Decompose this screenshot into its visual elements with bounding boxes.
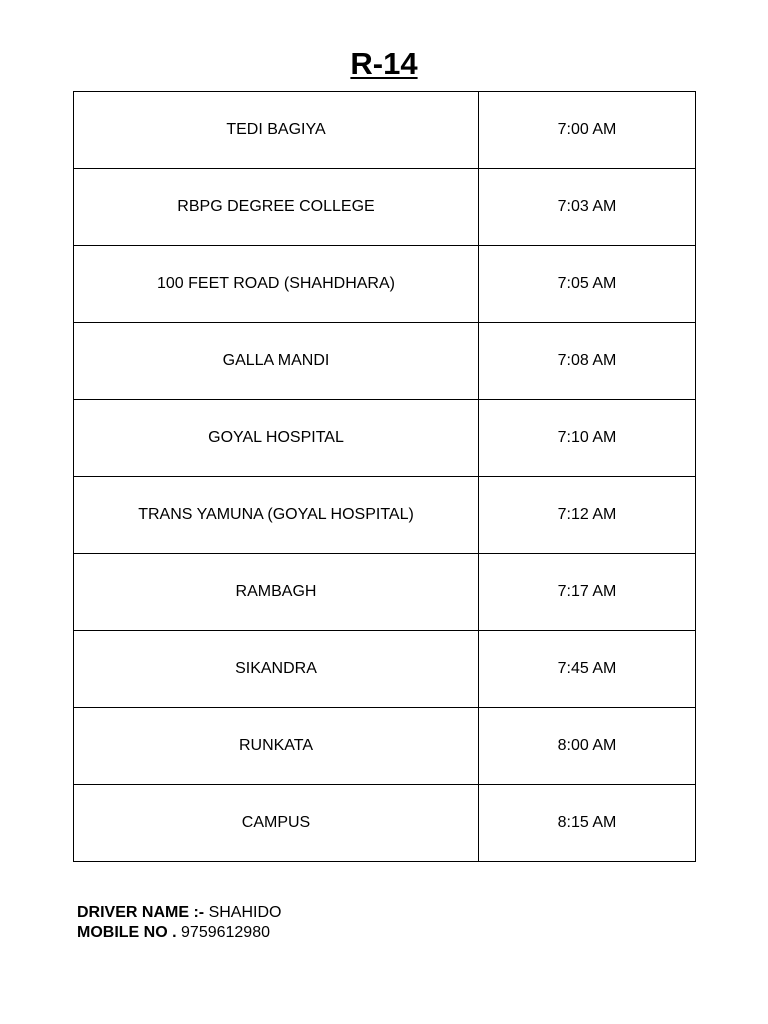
table-row <box>74 785 696 862</box>
stop-time: 7:45 AM <box>479 631 696 708</box>
stop-time: 7:00 AM <box>479 92 696 169</box>
table-row <box>74 631 696 708</box>
driver-name-line <box>77 903 281 923</box>
stop-time: 8:00 AM <box>479 708 696 785</box>
stop-time: 8:15 AM <box>479 785 696 862</box>
table-row <box>74 477 696 554</box>
table-row <box>74 708 696 785</box>
stop-name: RAMBAGH <box>74 554 479 631</box>
stop-time: 7:03 AM <box>479 169 696 246</box>
driver-info <box>77 903 281 943</box>
stop-time: 7:08 AM <box>479 323 696 400</box>
mobile-label: MOBILE NO . <box>77 924 177 941</box>
stop-name: 100 FEET ROAD (SHAHDHARA) <box>74 246 479 323</box>
page-title <box>0 44 768 84</box>
stop-time: 7:17 AM <box>479 554 696 631</box>
stop-name: CAMPUS <box>74 785 479 862</box>
table-row <box>74 246 696 323</box>
stop-name: GOYAL HOSPITAL <box>74 400 479 477</box>
mobile-value: 9759612980 <box>181 924 270 941</box>
stop-name: RBPG DEGREE COLLEGE <box>74 169 479 246</box>
mobile-line <box>77 923 281 943</box>
stop-name: GALLA MANDI <box>74 323 479 400</box>
stop-name: RUNKATA <box>74 708 479 785</box>
stop-time: 7:10 AM <box>479 400 696 477</box>
driver-name-label: DRIVER NAME :- <box>77 904 205 921</box>
table-row <box>74 323 696 400</box>
stop-time: 7:12 AM <box>479 477 696 554</box>
stop-time: 7:05 AM <box>479 246 696 323</box>
driver-name-value: SHAHIDO <box>208 904 282 921</box>
table-row <box>74 400 696 477</box>
stop-name: SIKANDRA <box>74 631 479 708</box>
table-row <box>74 92 696 169</box>
stop-name: TEDI BAGIYA <box>74 92 479 169</box>
table-row <box>74 169 696 246</box>
stop-name: TRANS YAMUNA (GOYAL HOSPITAL) <box>74 477 479 554</box>
route-code: R-14 <box>350 46 418 81</box>
route-schedule-table <box>73 91 696 862</box>
table-row <box>74 554 696 631</box>
